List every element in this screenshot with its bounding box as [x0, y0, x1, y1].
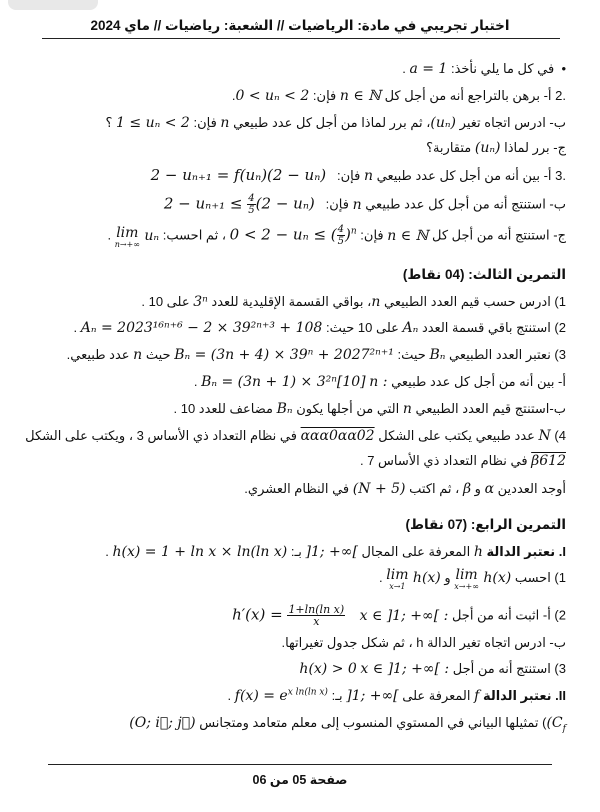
footer-rule	[48, 764, 552, 765]
line-q2c: ج- برر لماذا (uₙ) متقاربة؟	[426, 140, 566, 156]
exercise-4-title: التمرين الرابع: (07 نقاط)	[405, 517, 566, 532]
page-header-title: اختبار تجريبي في مادة: الرياضيات // الشعبة: رياضيات // ماي 2024	[90, 18, 510, 33]
line-q3c: ج- استنتج أنه من أجل كل n ∈ ℕ فإن: 0 < 2 − uₙ ≤ ( $\frac{4}{5}$ )$^n$ ، ثم احسب: lim n→+∞ uₙ .	[107, 224, 566, 249]
ex3-q3: 3) نعتبر العدد الطبيعي Bₙ حيث: Bₙ = (3n + 4) × 39ⁿ + 2027²ⁿ⁺¹ حيث n عدد طبيعي.	[66, 347, 566, 363]
header-rule	[42, 38, 560, 39]
exercise-3-title: التمرين الثالث: (04 نقاط)	[402, 267, 566, 282]
ex3-q4: 4) N عدد طبيعي يكتب على الشكل ααα0αα02 في نظام التعداد ذي الأساس 3 ، ويكتب على الشكل	[25, 428, 566, 444]
ex4-q3: 3) استنتج أنه من أجل x ∈ ]1; +∞[ : h(x) > 0	[299, 661, 566, 677]
ex3-q1: 1) ادرس حسب قيم العدد الطبيعي n، بواقي القسمة الإقليدية للعدد 3ⁿ على 10 .	[141, 294, 566, 310]
ex4-part2: II. نعتبر الدالة f المعرفة على ]1; +∞[ بـ: $f(x) = e^{x ln(ln x)}$ .	[227, 687, 566, 704]
ex3-q3b: ب-استنتج قيم العدد الطبيعي n التي من أجلها يكون Bₙ مضاعف للعدد 10 .	[173, 401, 566, 417]
line-q3b: ب- استنتج أنه من أجل كل عدد طبيعي n فإن: 2 − uₙ₊₁ ≤ $\frac{4}{5}$ (2 − uₙ)	[163, 193, 566, 216]
page-number: صفحة 05 من 06	[252, 773, 348, 787]
ex3-q3a: أ- بين أنه من أجل كل عدد طبيعي n : Bₙ = (3n + 1) × 3²ⁿ[10] .	[193, 374, 566, 390]
line-q3a: .3 أ- بين أنه من أجل كل عدد طبيعي n فإن: 2 − uₙ₊₁ = f(uₙ)(2 − uₙ)	[150, 166, 566, 184]
ex4-q1: 1) احسب lim x→+∞ h(x) و lim x→1 h(x) .	[379, 567, 566, 591]
ex3-q4-base7: β612 في نظام التعداد ذي الأساس 7 .	[359, 453, 566, 469]
line-q2b: ب- ادرس اتجاه تغير (uₙ)، ثم برر لماذا من أجل كل عدد طبيعي n فإن: 1 ≤ uₙ < 2 ؟	[105, 115, 566, 131]
scan-corner-mark	[8, 0, 98, 10]
ex3-q2: 2) استنتج باقي قسمة العدد Aₙ على 10 حيث: Aₙ = 2023¹⁶ⁿ⁺⁶ − 2 × 39²ⁿ⁺³ + 108 .	[73, 320, 566, 336]
line-q2a: .2 أ- برهن بالتراجع أنه من أجل كل n ∈ ℕ فإن: 0 < uₙ < 2.	[231, 88, 566, 104]
ex3-q4-find: أوجد العددين α و β ، ثم اكتب (N + 5) في النظام العشري.	[244, 481, 566, 497]
line-intro: • في كل ما يلي نأخذ: a = 1 .	[402, 61, 566, 77]
ex4-q2a: 2) أ- اثبت أنه من أجل x ∈ ]1; +∞[ : h′(x) = $\frac{\text{1+ln(ln x)}}{x}$	[232, 603, 566, 628]
ex4-part1: I. نعتبر الدالة h المعرفة على المجال ]1; +∞[ بـ: h(x) = 1 + ln x × ln(ln x) .	[105, 544, 566, 560]
ex4-curve: $(C_f)$ تمثيلها البياني في المستوي المنسوب إلى معلم متعامد ومتجانس (O; i⃗; j⃗)	[129, 715, 566, 734]
ex4-q2b: ب- ادرس اتجاه تغير الدالة h ، ثم شكل جدول تغيراتها.	[281, 635, 566, 650]
